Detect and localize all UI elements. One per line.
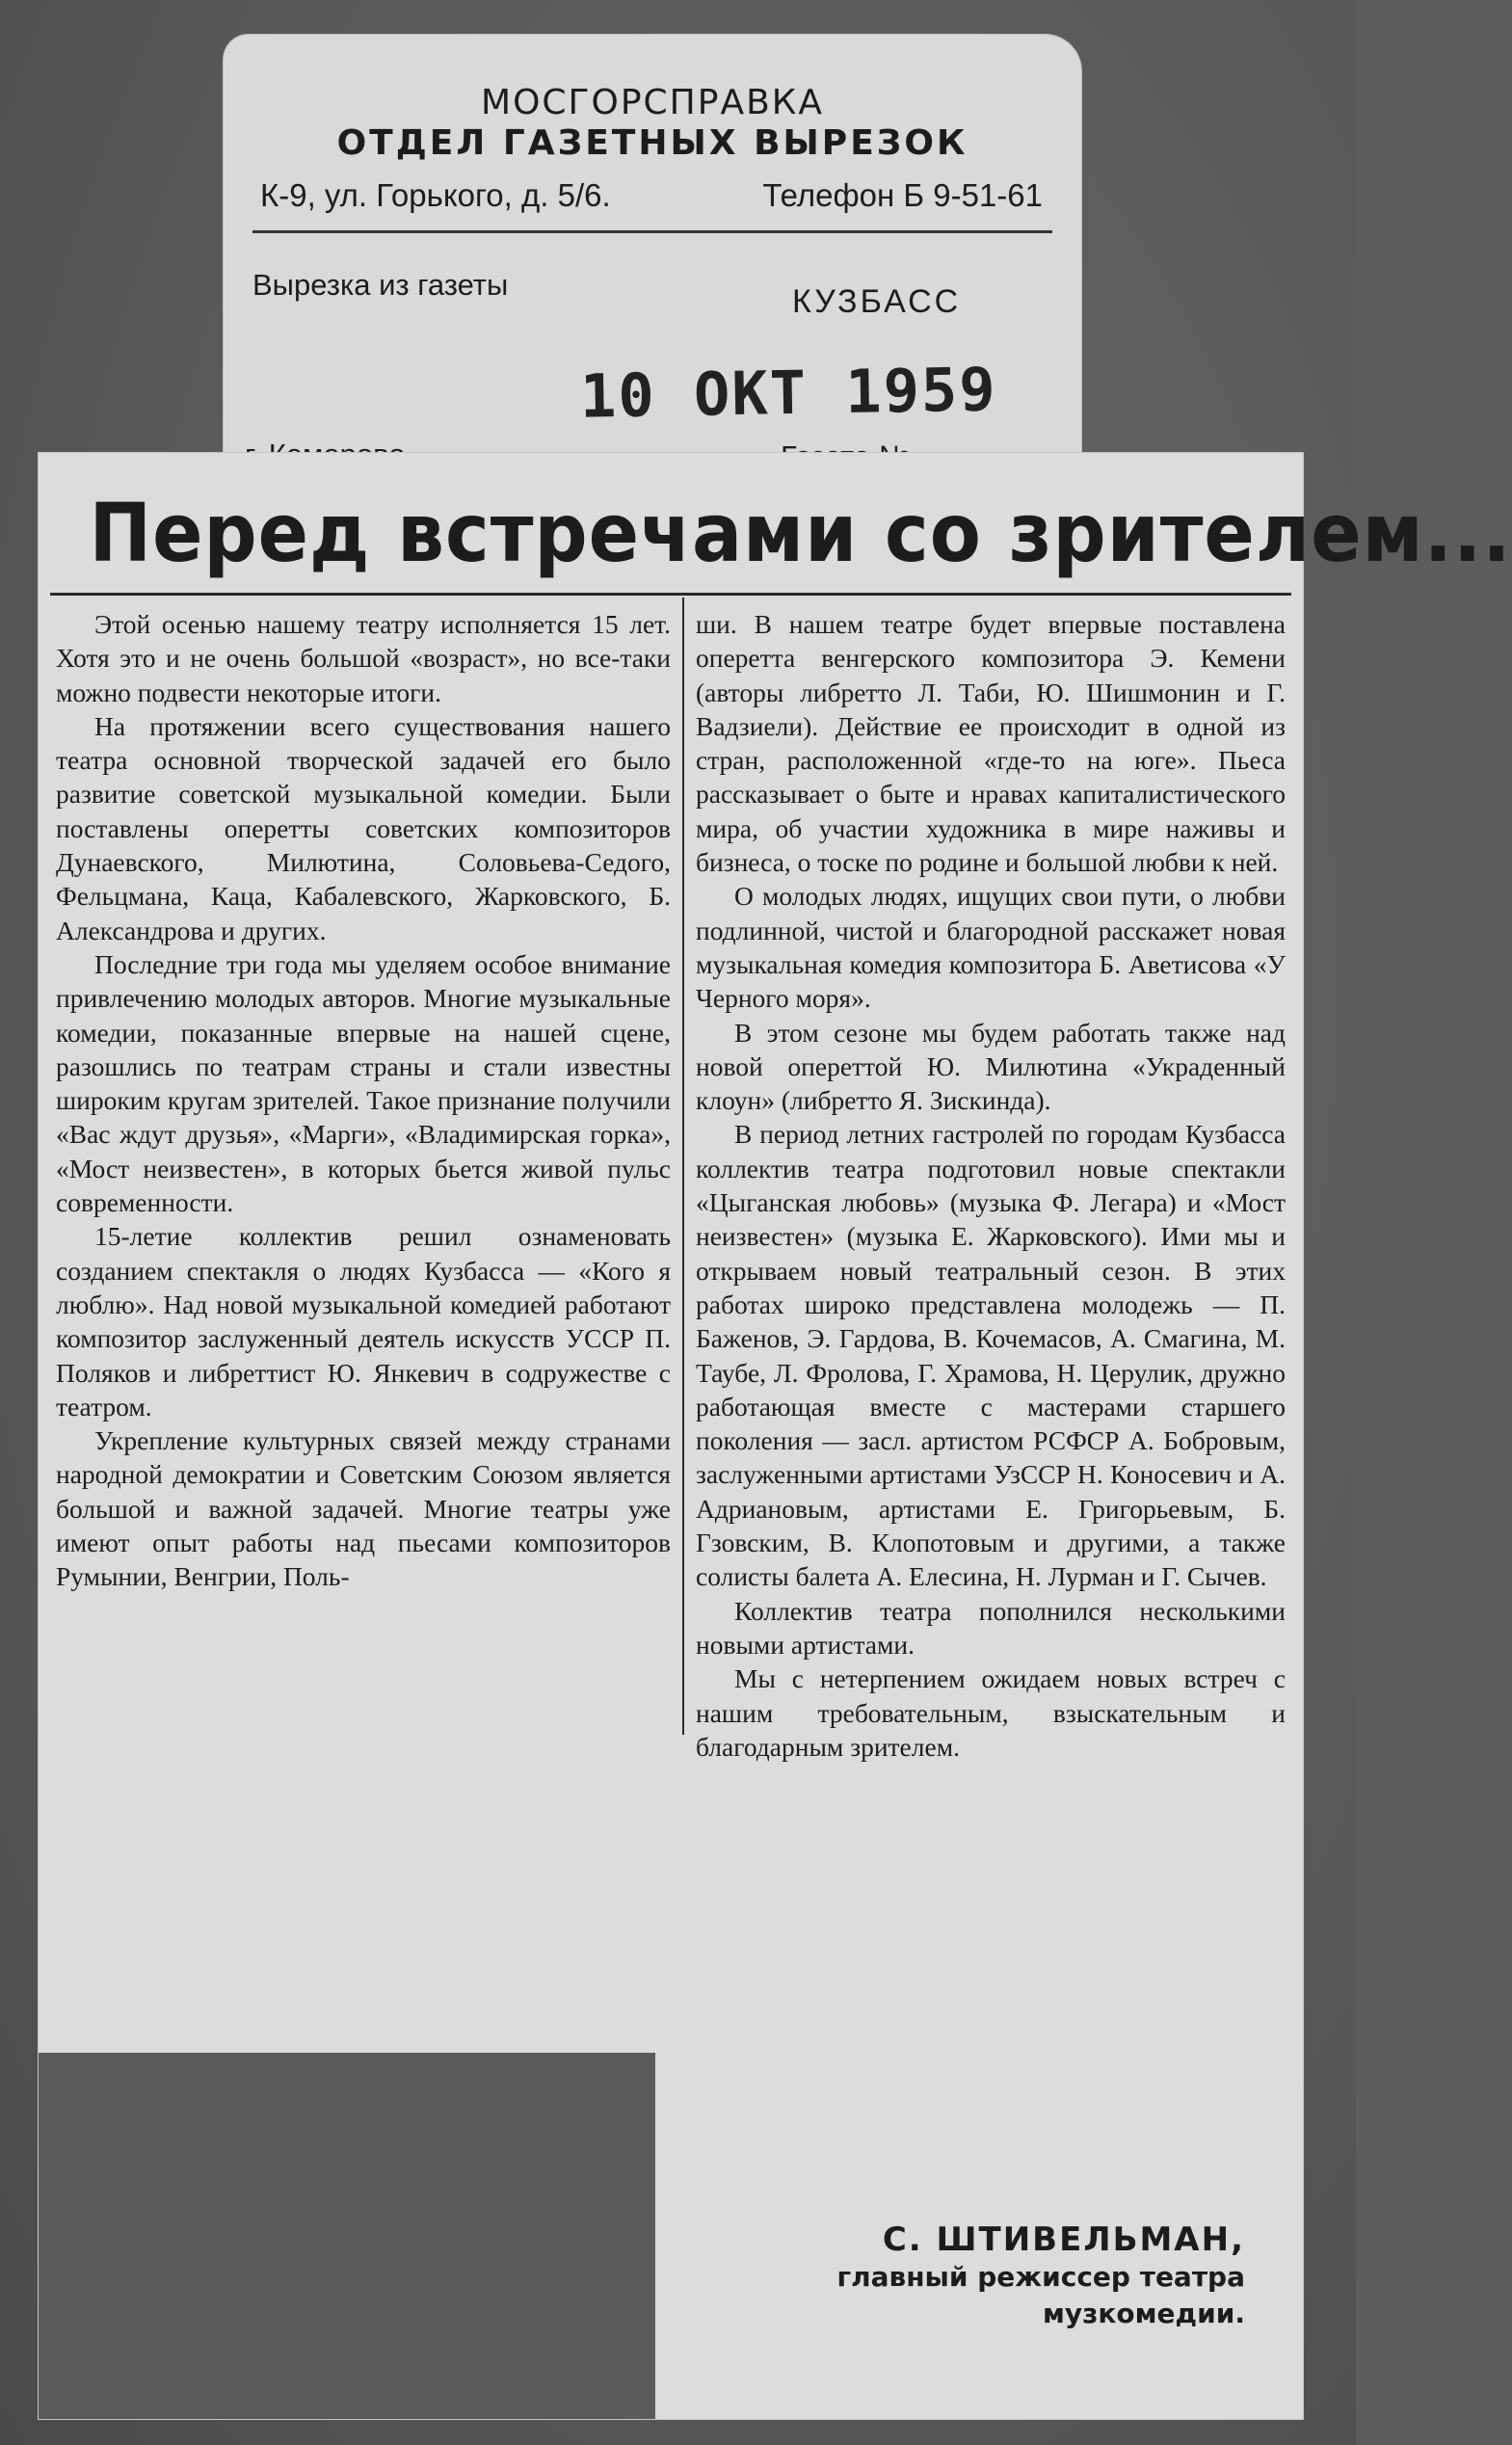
paragraph: О молодых людях, ищущих свои пути, о любви подлинной, чистой и благородной расскажет новая музыкальная комедия композитора Б. Аветисова «У Черного моря».	[696, 881, 1286, 1014]
paragraph: Укрепление культурных связей между странами народной демократии и Советским Союзом является большой и важной задачей. Многие театры уже имеют опыт работы над пьесами композиторов Румынии, Венгрии, Поль-	[56, 1425, 671, 1592]
slip-divider	[252, 230, 1052, 233]
paragraph: ши. В нашем театре будет впервые поставлена оперетта венгерского композитора Э. Кемени (авторы либретто Л. Таби, Ю. Шишмонин и Г. Вадзиели). Действие ее происходит в одной из стран, расположенной «где-то на юге». Пьеса рассказывает о быте и нравах капиталистического мира, об участии художника в мире наживы и бизнеса, о тоске по родине и большой любви к ней.	[696, 609, 1286, 878]
date-stamp: 10 ОКТ 1959	[579, 354, 998, 432]
paragraph: Коллектив театра пополнился несколькими новыми артистами.	[696, 1595, 1286, 1660]
agency-address: К-9, ул. Горького, д. 5/6.	[260, 177, 611, 213]
department-name: ОТДЕЛ ГАЗЕТНЫХ ВЫРЕЗОК	[336, 123, 968, 163]
paragraph: Этой осенью нашему театру исполняется 15 лет. Хотя это и не очень большой «возраст», но все-таки можно подвести некоторые итоги.	[56, 609, 671, 707]
author-role-cont: музкомедии.	[1042, 2298, 1245, 2329]
paragraph: На протяжении всего существования нашего театра основной творческой задачей его было развитие советской музыкальной комедии. Были поставлены оперетты советских композиторов Дунаевского, Милютина, Соловьева-Седого, Фельцмана, Каца, Кабалевского, Жарковского, Б. Александрова и других.	[56, 710, 671, 945]
paragraph: Последние три года мы уделяем особое внимание привлечению молодых авторов. Многие музыкальные комедии, показанные впервые на нашей сцене, разошлись по театрам страны и стали известны широким кругам зрителей. Такое признание получили «Вас ждут друзья», «Марги», «Владимирская горка», «Мост неизвестен», в которых бьется живой пульс современности.	[56, 948, 671, 1218]
article-column-right	[696, 607, 1286, 1764]
article-column-left	[56, 607, 671, 1594]
headline-rule	[50, 593, 1291, 596]
article-headline: Перед встречами со зрителем...	[89, 486, 1512, 580]
author-signature	[836, 2220, 1245, 2332]
paragraph: Мы с нетерпением ожидаем новых встреч с нашим требовательным, взыскательным и благодарным зрителем.	[696, 1663, 1286, 1762]
paragraph: В период летних гастролей по городам Кузбасса коллектив театра подготовил новые спектакли «Цыганская любовь» (музыка Ф. Легара) и «Мост неизвестен» (музыка Е. Жарковского). Ими мы и открываем новый театральный сезон. В этих работах широко представлена молодежь — П. Баженов, Э. Гардова, В. Кочемасов, А. Смагина, М. Таубе, Л. Фролова, Г. Храмова, Н. Церулик, дружно работающая вместе с мастерами старшего поколения — засл. артистом РСФСР А. Бобровым, заслуженными артистами УзССР Н. Коносевич и А. Адриановым, артистами Е. Григорьевым, Б. Гзовским, В. Клопотовым и другими, а также солисты балета А. Елесина, Н. Лурман и Г. Сычев.	[696, 1119, 1286, 1592]
paragraph: 15-летие коллектив решил ознаменовать созданием спектакля о людях Кузбасса — «Кого я люблю». Над новой музыкальной комедией работают композитор заслуженный деятель искусств УССР П. Поляков и либреттист Ю. Янкевич в содружестве с театром.	[56, 1221, 671, 1422]
author-role: главный режиссер театра	[836, 2261, 1245, 2293]
agency-name: МОСГОРСПРАВКА	[481, 83, 824, 122]
cut-from-label: Вырезка из газеты	[252, 268, 509, 302]
agency-phone: Телефон Б 9-51-61	[762, 177, 1043, 213]
clipping-service-slip	[224, 35, 1081, 488]
column-divider	[682, 598, 684, 1735]
newspaper-name: КУЗБАСС	[792, 283, 962, 320]
cut-away-area	[39, 2053, 655, 2419]
paragraph: В этом сезоне мы будем работать также над новой опереттой Ю. Милютина «Украденный клоун» (либретто Я. Зискинда).	[696, 1017, 1286, 1116]
article-clipping	[39, 453, 1512, 2419]
author-name: С. ШТИВЕЛЬМАН,	[882, 2220, 1245, 2259]
